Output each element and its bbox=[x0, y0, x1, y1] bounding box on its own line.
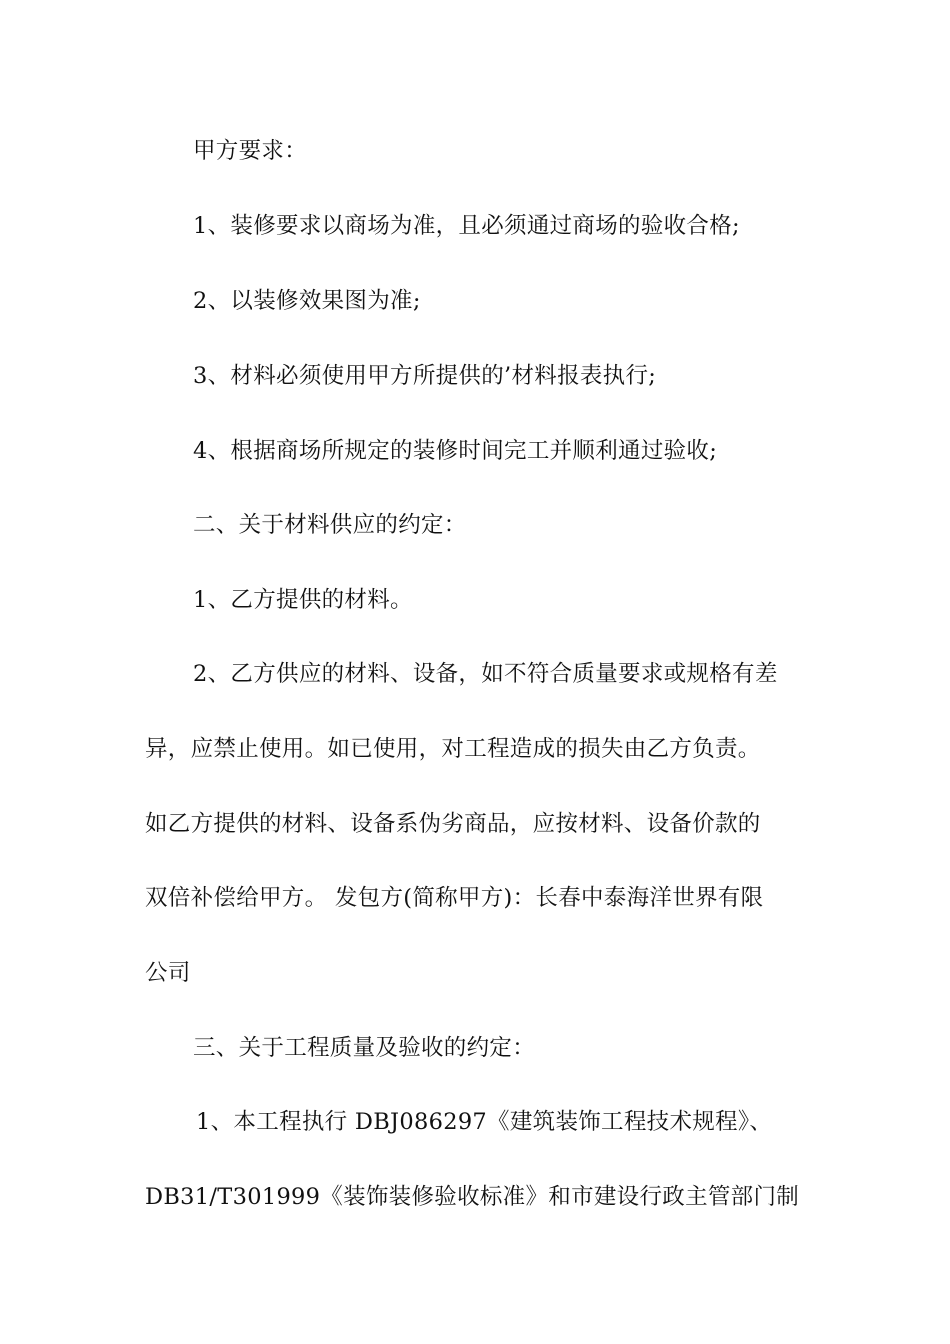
section-heading-material-supply: 二、关于材料供应的约定： bbox=[193, 512, 467, 538]
requirement-item-3: 3、材料必须使用甲方所提供的’材料报表执行; bbox=[193, 363, 657, 389]
quality-item-1-line-1: 1、本工程执行 DBJ086297《建筑装饰工程技术规程》、 bbox=[196, 1109, 773, 1135]
quality-item-1-line-2: DB31/T301999《装饰装修验收标准》和市建设行政主管部门制 bbox=[145, 1184, 800, 1210]
material-item-2-line-5: 公司 bbox=[145, 960, 191, 986]
requirement-item-2: 2、以装修效果图为准; bbox=[193, 288, 421, 314]
material-item-2-line-1: 2、乙方供应的材料、设备，如不符合质量要求或规格有差 bbox=[193, 661, 778, 687]
requirement-item-4: 4、根据商场所规定的装修时间完工并顺利通过验收; bbox=[193, 438, 718, 464]
material-item-2-line-4: 双倍补偿给甲方。 发包方(简称甲方)：长春中泰海洋世界有限 bbox=[145, 885, 764, 911]
material-item-1: 1、乙方提供的材料。 bbox=[193, 587, 413, 613]
material-item-2-line-2: 异，应禁止使用。如已使用，对工程造成的损失由乙方负责。 bbox=[145, 736, 761, 762]
material-item-2-line-3: 如乙方提供的材料、设备系伪劣商品，应按材料、设备价款的 bbox=[145, 811, 761, 837]
section-heading-quality-acceptance: 三、关于工程质量及验收的约定： bbox=[193, 1035, 536, 1061]
section-heading-party-a-requirements: 甲方要求： bbox=[193, 138, 308, 164]
requirement-item-1: 1、装修要求以商场为准，且必须通过商场的验收合格; bbox=[193, 213, 740, 239]
